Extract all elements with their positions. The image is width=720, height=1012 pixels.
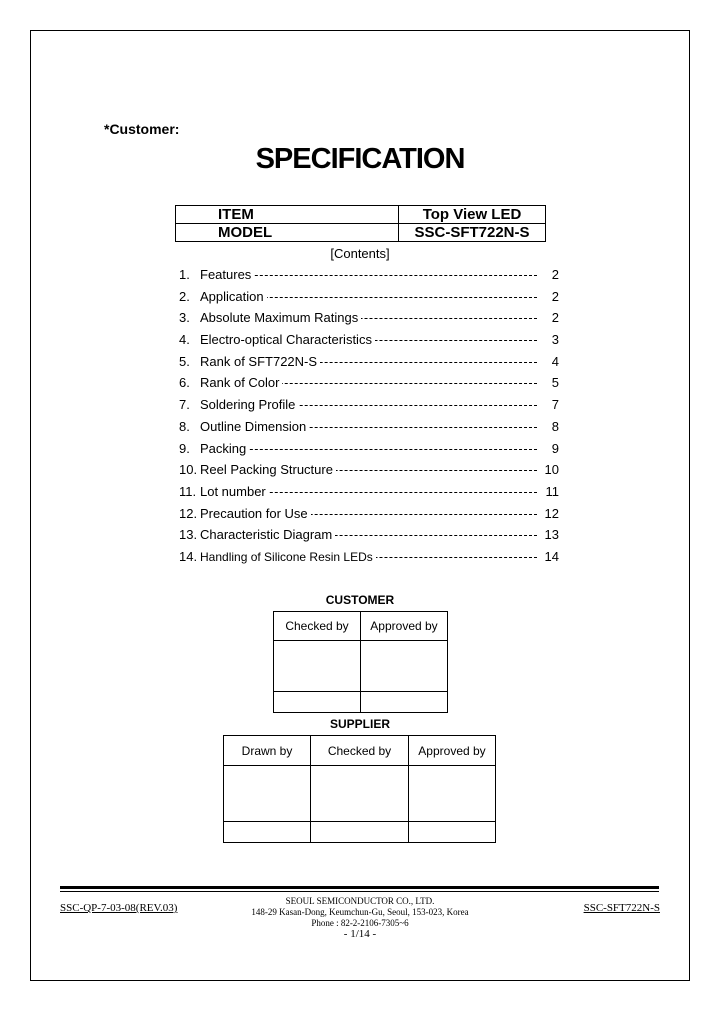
item-label: ITEM: [176, 206, 399, 224]
toc-item: [179, 331, 559, 353]
toc-item-label: Rank of Color: [200, 374, 282, 392]
toc-item: [179, 288, 559, 310]
toc-item-label: Rank of SFT722N-S: [200, 353, 320, 371]
customer-approved-by-signature[interactable]: [361, 641, 448, 692]
toc-item-page: 4: [551, 353, 559, 369]
supplier-section-title: SUPPLIER: [329, 717, 390, 731]
toc-item-number: 4.: [179, 332, 190, 348]
toc-item-page: 8: [551, 418, 559, 434]
toc-item-number: 10.: [179, 462, 198, 478]
toc-item-number: 3.: [179, 310, 190, 326]
customer-signature-table: [273, 611, 448, 713]
supplier-approved-by-header: Approved by: [409, 736, 496, 766]
contents-title: [Contents]: [330, 246, 390, 261]
footer-rule-thick: [60, 886, 659, 889]
supplier-checked-by-signature[interactable]: [311, 766, 409, 822]
toc-item-page: 2: [551, 267, 559, 282]
toc-item: [179, 461, 559, 483]
toc-item-page: 12: [544, 505, 559, 521]
toc-item-number: 13.: [179, 527, 198, 543]
customer-checked-by-signature[interactable]: [274, 641, 361, 692]
toc-item-number: 11.: [179, 483, 197, 499]
footer-rule-thin: [60, 891, 659, 892]
supplier-approved-by-signature[interactable]: [409, 766, 496, 822]
supplier-drawn-by-date[interactable]: [224, 822, 311, 843]
supplier-checked-by-date[interactable]: [311, 822, 409, 843]
toc-item-label: Soldering Profile: [200, 396, 298, 414]
footer-doc-code: SSC-QP-7-03-08(REV.03): [60, 902, 178, 914]
toc-item-label: Application: [200, 288, 267, 306]
supplier-signature-table: [223, 735, 496, 843]
table-of-contents: [179, 266, 559, 570]
toc-item: [179, 526, 559, 548]
toc-leader: [200, 449, 537, 450]
footer-address: 148-29 Kasan-Dong, Keumchun-Gu, Seoul, 153-023, Korea: [251, 907, 469, 917]
toc-item-number: 12.: [179, 505, 198, 521]
toc-item-page: 9: [551, 440, 559, 456]
toc-item-number: 9.: [179, 440, 190, 456]
toc-item-number: 6.: [179, 375, 190, 391]
toc-item-number: 2.: [179, 288, 190, 304]
supplier-drawn-by-header: Drawn by: [224, 736, 311, 766]
footer-model: SSC-SFT722N-S: [583, 902, 660, 914]
toc-item-page: 11: [545, 483, 559, 499]
toc-item-number: 5.: [179, 353, 190, 369]
toc-item-label: Outline Dimension: [200, 418, 309, 436]
toc-item-page: 5: [551, 375, 559, 391]
toc-item-label: Handling of Silicone Resin LEDs: [200, 548, 376, 566]
toc-item-label: Packing: [200, 440, 249, 458]
toc-item-page: 3: [551, 332, 559, 348]
footer-company: SEOUL SEMICONDUCTOR CO., LTD.: [285, 896, 435, 906]
customer-approved-by-header: Approved by: [361, 612, 448, 641]
toc-item: [179, 548, 559, 570]
toc-item: [179, 483, 559, 505]
toc-item: [179, 440, 559, 462]
toc-item: [179, 309, 559, 331]
toc-item: [179, 396, 559, 418]
toc-item-number: 7.: [179, 397, 190, 413]
toc-item-page: 10: [544, 462, 559, 478]
toc-item-number: 1.: [179, 267, 190, 282]
toc-item: [179, 353, 559, 375]
toc-item: [179, 505, 559, 527]
toc-item-label: Features: [200, 266, 254, 284]
toc-item-page: 13: [544, 527, 559, 543]
item-row: [176, 206, 546, 224]
toc-item-label: Absolute Maximum Ratings: [200, 309, 361, 327]
footer-phone: Phone : 82-2-2106-7305~6: [311, 918, 409, 928]
page-title: SPECIFICATION: [255, 143, 465, 175]
toc-item-page: 2: [551, 288, 559, 304]
toc-item-page: 7: [551, 397, 559, 413]
toc-item-page: 2: [551, 310, 559, 326]
supplier-checked-by-header: Checked by: [311, 736, 409, 766]
toc-item-label: Characteristic Diagram: [200, 526, 335, 544]
supplier-drawn-by-signature[interactable]: [224, 766, 311, 822]
toc-item: [179, 266, 559, 288]
customer-checked-by-date[interactable]: [274, 692, 361, 713]
customer-approved-by-date[interactable]: [361, 692, 448, 713]
toc-item-label: Reel Packing Structure: [200, 461, 336, 479]
footer-page-number: - 1/14 -: [343, 928, 377, 940]
toc-item-page: 14: [544, 548, 559, 564]
supplier-approved-by-date[interactable]: [409, 822, 496, 843]
customer-label: *Customer:: [104, 121, 180, 137]
toc-item-label: Lot number: [200, 483, 269, 501]
toc-item-label: Electro-optical Characteristics: [200, 331, 375, 349]
model-label: MODEL: [176, 224, 399, 242]
customer-section-title: CUSTOMER: [325, 593, 395, 607]
item-value: Top View LED: [399, 206, 546, 224]
toc-item: [179, 418, 559, 440]
model-row: [176, 224, 546, 242]
toc-item-number: 8.: [179, 418, 190, 434]
item-model-table: [175, 205, 546, 242]
toc-item-label: Precaution for Use: [200, 505, 311, 523]
toc-item-number: 14.: [179, 548, 198, 564]
toc-item: [179, 374, 559, 396]
customer-checked-by-header: Checked by: [274, 612, 361, 641]
model-value: SSC-SFT722N-S: [399, 224, 546, 242]
